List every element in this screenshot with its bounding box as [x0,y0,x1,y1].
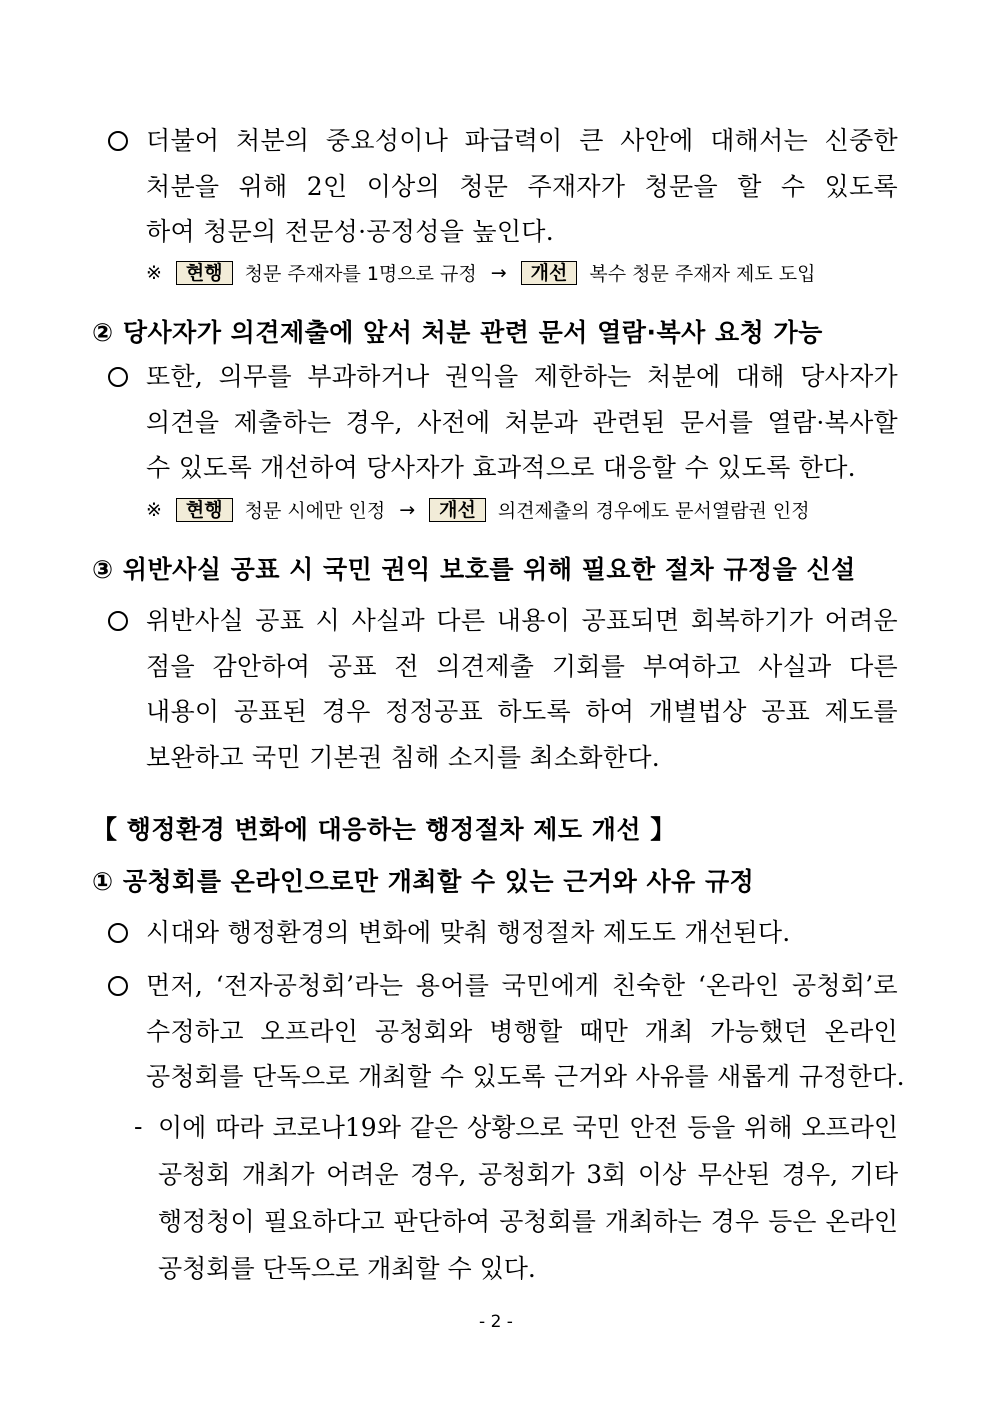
improve-label-box: 개선 [429,498,486,522]
paragraph-line: 행정청이 필요하다고 판단하여 공청회를 개최하는 경우 등은 온라인 [158,1207,898,1236]
circle-bullet-icon [108,131,128,151]
paragraph-line: 점을 감안하여 공표 전 의견제출 기회를 부여하고 사실과 다른 [146,651,898,681]
improve-text: 복수 청문 주재자 제도 도입 [589,263,816,285]
paragraph-line: 의견을 제출하는 경우, 사전에 처분과 관련된 문서를 열람·복사할 [146,407,898,437]
paragraph-line: 공청회를 단독으로 개최할 수 있도록 근거와 사유를 새롭게 규정한다. [146,1062,905,1091]
paragraph-line: 위반사실 공표 시 사실과 다른 내용이 공표되면 회복하기가 어려운 [146,606,898,635]
current-text: 청문 시에만 인정 [244,500,386,522]
section-heading-3: ③ 위반사실 공표 시 국민 권익 보호를 위해 필요한 절차 규정을 신설 [92,555,856,584]
paragraph-1 [146,118,898,255]
current-text: 청문 주재자를 1명으로 규정 [244,263,477,285]
paragraph-4 [146,910,898,956]
right-arrow-icon: → [490,261,507,284]
circle-bullet-icon [108,976,128,996]
paragraph-line: 처분을 위해 2인 이상의 청문 주재자가 청문을 할 수 있도록 [146,171,898,201]
circle-bullet-icon [108,367,128,387]
paragraph-line: 수 있도록 개선하여 당사자가 효과적으로 대응할 수 있도록 한다. [146,453,856,482]
paragraph-2 [146,354,898,491]
current-label-box: 현행 [176,498,233,522]
right-arrow-icon: → [399,498,416,521]
current-label-box: 현행 [176,261,233,285]
paragraph-line: 공청회를 단독으로 개최할 수 있다. [158,1254,536,1283]
note-current-vs-improved-1 [146,259,815,286]
dash-bullet: - [134,1112,143,1141]
page-number: - 2 - [479,1312,513,1332]
paragraph-line: 내용이 공표된 경우 정정공표 하도록 하여 개별법상 공표 제도를 [146,697,898,726]
paragraph-line: 시대와 행정환경의 변화에 맞춰 행정절차 제도도 개선된다. [146,918,791,947]
reference-mark: ※ [146,261,162,284]
paragraph-line: 하여 청문의 전문성·공정성을 높인다. [146,217,554,246]
paragraph-line: 수정하고 오프라인 공청회와 병행할 때만 개최 가능했던 온라인 [146,1016,898,1046]
paragraph-5 [146,963,905,1100]
note-current-vs-improved-2 [146,496,810,523]
paragraph-line: 공청회 개최가 어려운 경우, 공청회가 3회 이상 무산된 경우, 기타 [158,1160,898,1189]
paragraph-line: 또한, 의무를 부과하거나 권익을 제한하는 처분에 대해 당사자가 [146,362,898,391]
improve-text: 의견제출의 경우에도 문서열람권 인정 [497,500,810,522]
circle-bullet-icon [108,611,128,631]
paragraph-line: 더불어 처분의 중요성이나 파급력이 큰 사안에 대해서는 신중한 [146,126,898,155]
section-heading-4: ① 공청회를 온라인으로만 개최할 수 있는 근거와 사유 규정 [92,867,755,896]
section-title: 【 행정환경 변화에 대응하는 행정절차 제도 개선 】 [92,815,676,844]
paragraph-line: 보완하고 국민 기본권 침해 소지를 최소화한다. [146,742,661,772]
section-heading-2: ② 당사자가 의견제출에 앞서 처분 관련 문서 열람·복사 요청 가능 [92,318,823,347]
paragraph-line: 먼저, ‘전자공청회’라는 용어를 국민에게 친숙한 ‘온라인 공청회’로 [146,971,898,1000]
reference-mark: ※ [146,498,162,521]
paragraph-3 [146,598,898,780]
circle-bullet-icon [108,923,128,943]
paragraph-line: 이에 따라 코로나19와 같은 상황으로 국민 안전 등을 위해 오프라인 [158,1113,898,1142]
sub-paragraph [158,1104,898,1292]
improve-label-box: 개선 [521,261,578,285]
